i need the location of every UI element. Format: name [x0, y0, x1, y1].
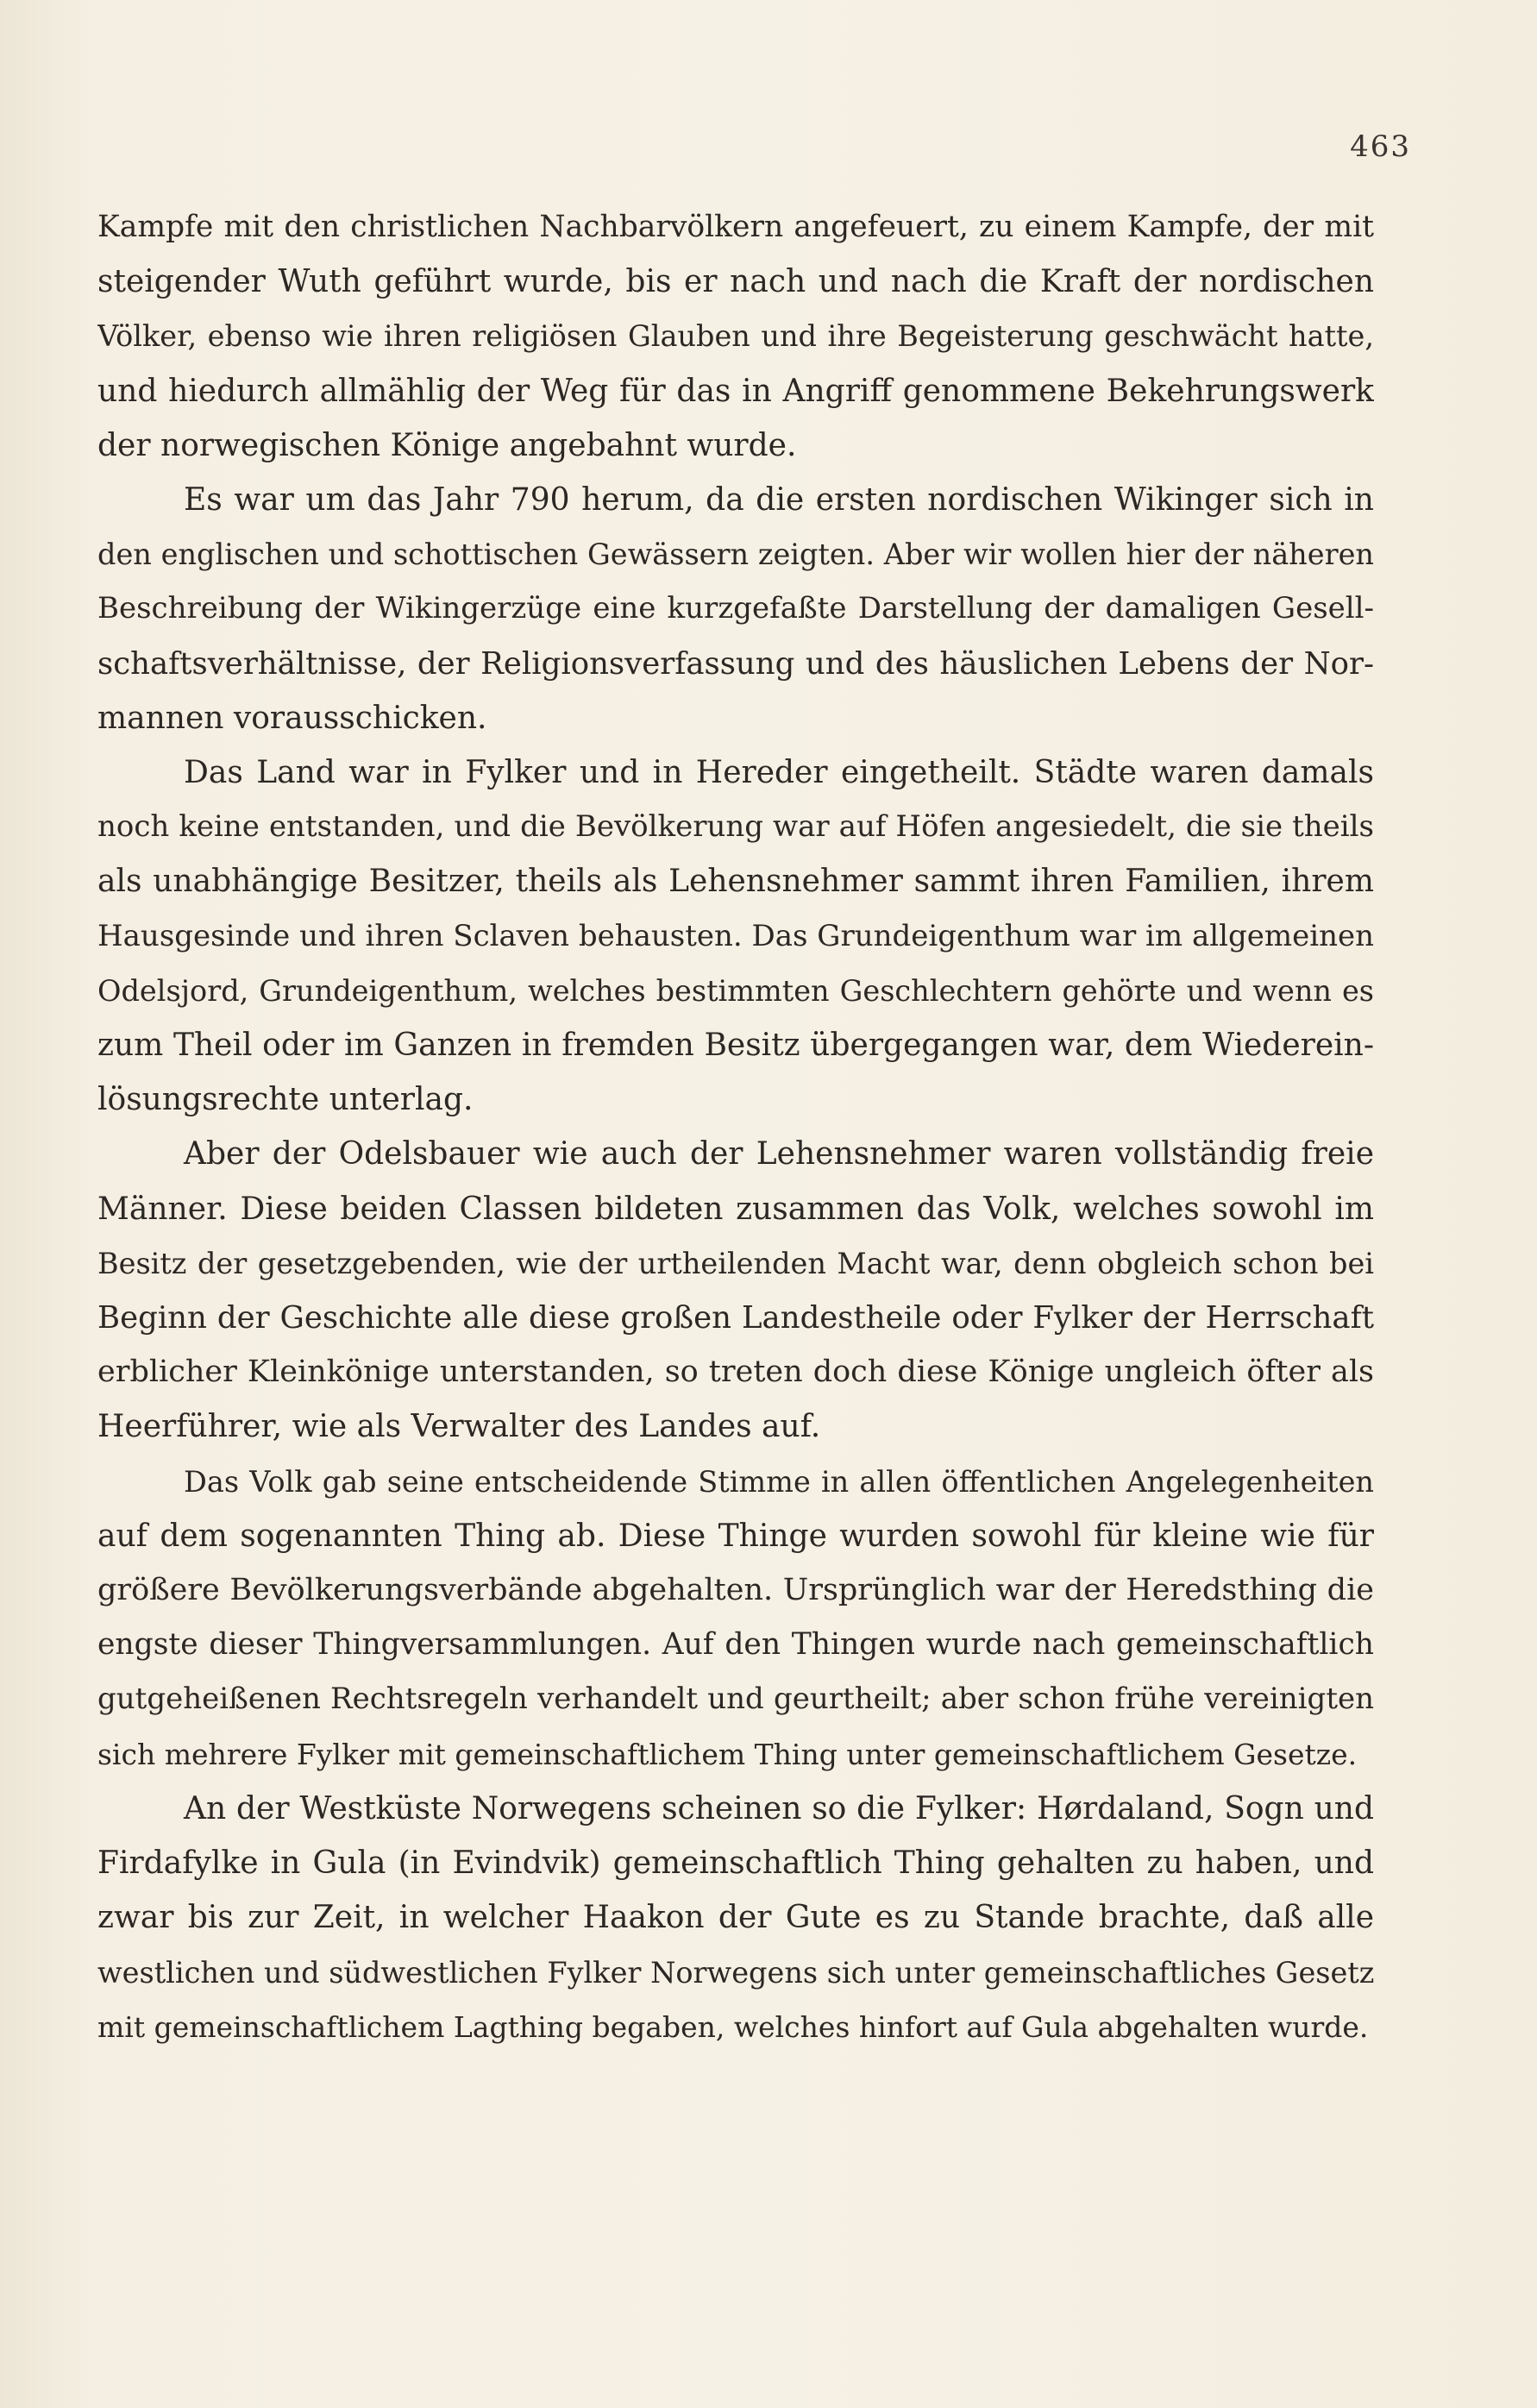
text-line: als unabhängige Besitzer, theils als Lehensnehmer sammt ihren Familien, ihrem — [97, 864, 1374, 900]
text-line: Völker, ebenso wie ihren religiösen Glauben und ihre Begeisterung geschwächt hatte, — [97, 319, 1374, 354]
text-line: westlichen und südwestlichen Fylker Norwegens sich unter gemeinschaftliches Gesetz — [97, 1955, 1374, 1990]
page-number: 463 — [1350, 129, 1411, 164]
text-line: und hiedurch allmählig der Weg für das in Angriff genommene Bekehrungswerk — [97, 373, 1374, 409]
text-line: Besitz der gesetzgebenden, wie der urtheilenden Macht war, denn obgleich schon bei — [97, 1246, 1374, 1280]
text-line: noch keine entstanden, und die Bevölkerung war auf Höfen angesiedelt, die sie theils — [97, 809, 1374, 845]
text-line: Männer. Diese beiden Classen bildeten zusammen das Volk, welches sowohl im — [97, 1191, 1374, 1227]
text-line: Es war um das Jahr 790 herum, da die ersten nordischen Wikinger sich in — [184, 482, 1374, 519]
text-line: zum Theil oder im Ganzen in fremden Besitz übergegangen war, dem Wiederein- — [97, 1028, 1374, 1064]
text-line: größere Bevölkerungsverbände abgehalten. Ursprünglich war der Heredsthing die — [97, 1573, 1374, 1608]
text-line: engste dieser Thingversammlungen. Auf den Thingen wurde nach gemeinschaftlich — [97, 1627, 1374, 1663]
text-line: Das Land war in Fylker und in Hereder eingetheilt. Städte waren damals — [184, 755, 1374, 791]
text-line: sich mehrere Fylker mit gemeinschaftlichem Thing unter gemeinschaftlichem Gesetze. — [97, 1737, 1358, 1771]
text-line: Das Volk gab seine entscheidende Stimme in allen öffentlichen Angelegenheiten — [184, 1464, 1374, 1499]
text-line: erblicher Kleinkönige unterstanden, so treten doch diese Könige ungleich öfter als — [97, 1355, 1374, 1390]
text-line: Aber der Odelsbauer wie auch der Lehensnehmer waren vollständig freie — [184, 1136, 1374, 1173]
text-line: Heerführer, wie als Verwalter des Landes auf. — [97, 1409, 821, 1445]
text-line: lösungsrechte unterlag. — [97, 1082, 474, 1118]
text-line: mit gemeinschaftlichem Lagthing begaben, welches hinfort auf Gula abgehalten wurde. — [97, 2009, 1369, 2044]
text-line: Beschreibung der Wikingerzüge eine kurzgefaßte Darstellung der damaligen Gesell- — [97, 591, 1374, 626]
body-text — [97, 200, 1374, 2054]
text-line: den englischen und schottischen Gewässern zeigten. Aber wir wollen hier der näheren — [97, 538, 1374, 572]
text-line: Firdafylke in Gula (in Evindvik) gemeinschaftlich Thing gehalten zu haben, und — [97, 1845, 1374, 1882]
text-line: Kampfe mit den christlichen Nachbarvölkern angefeuert, zu einem Kampfe, der mit — [97, 210, 1374, 244]
text-line: zwar bis zur Zeit, in welcher Haakon der Gute es zu Stande brachte, daß alle — [97, 1900, 1374, 1936]
text-line: gutgeheißenen Rechtsregeln verhandelt und geurtheilt; aber schon frühe vereinigten — [97, 1682, 1374, 1717]
text-line: An der Westküste Norwegens scheinen so die Fylker: Hørdaland, Sogn und — [184, 1790, 1374, 1826]
text-line: Beginn der Geschichte alle diese großen Landestheile oder Fylker der Herrschaft — [97, 1300, 1374, 1336]
text-line: auf dem sogenannten Thing ab. Diese Thinge wurden sowohl für kleine wie für — [97, 1518, 1374, 1554]
text-line: mannen vorausschicken. — [97, 700, 487, 736]
text-line: schaftsverhältnisse, der Religionsverfassung und des häuslichen Lebens der Nor- — [97, 645, 1374, 682]
text-line: Odelsjord, Grundeigenthum, welches bestimmten Geschlechtern gehörte und wenn es — [97, 973, 1374, 1008]
text-line: der norwegischen Könige angebahnt wurde. — [97, 427, 797, 463]
text-line: Hausgesinde und ihren Sclaven behausten. Das Grundeigenthum war im allgemeinen — [97, 918, 1374, 953]
text-line: steigender Wuth geführt wurde, bis er nach und nach die Kraft der nordischen — [97, 264, 1374, 300]
